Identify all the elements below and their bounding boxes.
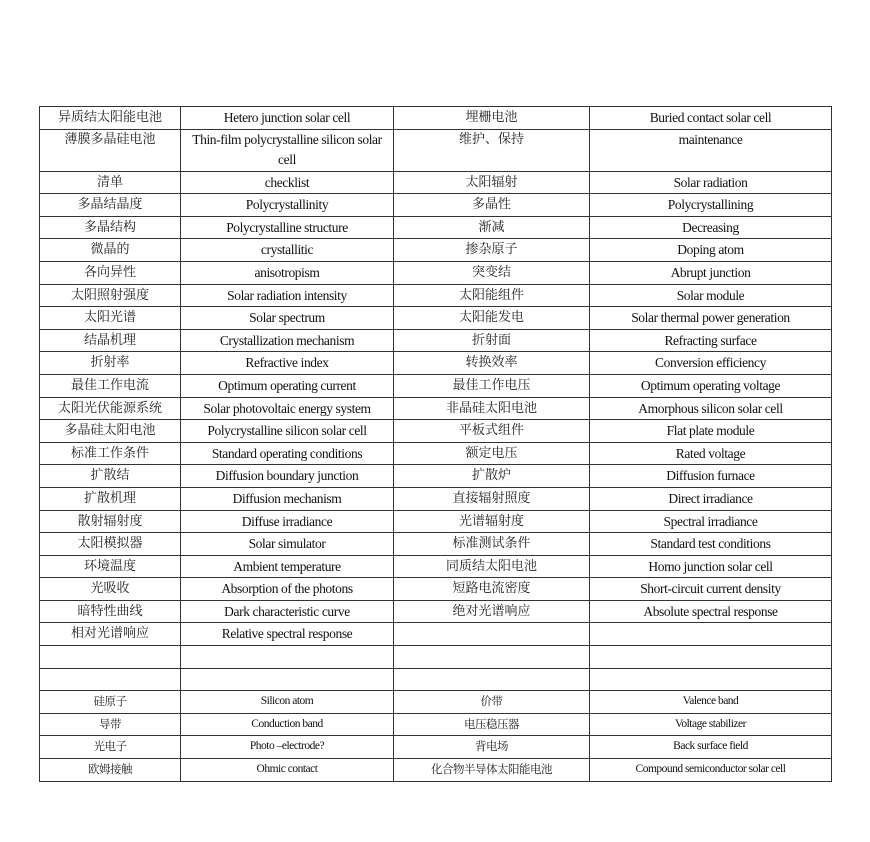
- chinese-term: 暗特性曲线: [40, 600, 181, 623]
- english-term: Voltage stabilizer: [590, 713, 832, 736]
- english-term: checklist: [181, 171, 394, 194]
- english-term: maintenance: [590, 129, 832, 171]
- glossary-table: [39, 106, 832, 782]
- table-row: [40, 374, 832, 397]
- english-term: Diffuse irradiance: [181, 510, 394, 533]
- chinese-term: 直接辐射照度: [394, 487, 590, 510]
- english-term: [181, 668, 394, 691]
- table-row: [40, 107, 832, 130]
- english-term: Solar spectrum: [181, 307, 394, 330]
- table-row: [40, 129, 832, 171]
- english-term: Solar thermal power generation: [590, 307, 832, 330]
- english-term: [590, 623, 832, 646]
- english-term: Refracting surface: [590, 329, 832, 352]
- table-row: [40, 533, 832, 556]
- english-term: Compound semiconductor solar cell: [590, 759, 832, 782]
- english-term: Rated voltage: [590, 442, 832, 465]
- chinese-term: 背电场: [394, 736, 590, 759]
- english-term: Photo –electrode?: [181, 736, 394, 759]
- chinese-term: 各向异性: [40, 261, 181, 284]
- english-term: Solar radiation: [590, 171, 832, 194]
- chinese-term: [394, 623, 590, 646]
- english-term: Direct irradiance: [590, 487, 832, 510]
- chinese-term: 环境温度: [40, 555, 181, 578]
- chinese-term: 渐减: [394, 216, 590, 239]
- chinese-term: 硅原子: [40, 691, 181, 714]
- chinese-term: 太阳模拟器: [40, 533, 181, 556]
- chinese-term: 化合物半导体太阳能电池: [394, 759, 590, 782]
- english-term: Decreasing: [590, 216, 832, 239]
- chinese-term: 折射面: [394, 329, 590, 352]
- chinese-term: 多晶结晶度: [40, 194, 181, 217]
- table-row: [40, 668, 832, 691]
- chinese-term: 太阳光伏能源系统: [40, 397, 181, 420]
- chinese-term: 扩散炉: [394, 465, 590, 488]
- chinese-term: 异质结太阳能电池: [40, 107, 181, 130]
- chinese-term: 折射率: [40, 352, 181, 375]
- english-term: Relative spectral response: [181, 623, 394, 646]
- table-row: [40, 194, 832, 217]
- english-term: [590, 646, 832, 669]
- english-term: Ohmic contact: [181, 759, 394, 782]
- chinese-term: 相对光谱响应: [40, 623, 181, 646]
- english-term: Optimum operating voltage: [590, 374, 832, 397]
- english-term: Flat plate module: [590, 420, 832, 443]
- english-term: Hetero junction solar cell: [181, 107, 394, 130]
- english-term: [181, 646, 394, 669]
- chinese-term: 太阳照射强度: [40, 284, 181, 307]
- table-row: [40, 510, 832, 533]
- english-term: Solar photovoltaic energy system: [181, 397, 394, 420]
- english-term: Polycrystallining: [590, 194, 832, 217]
- chinese-term: 太阳能组件: [394, 284, 590, 307]
- chinese-term: 光电子: [40, 736, 181, 759]
- table-row: [40, 261, 832, 284]
- chinese-term: 薄膜多晶硅电池: [40, 129, 181, 171]
- english-term: crystallitic: [181, 239, 394, 262]
- table-row: [40, 759, 832, 782]
- english-term: Solar module: [590, 284, 832, 307]
- table-row: [40, 578, 832, 601]
- chinese-term: [40, 668, 181, 691]
- table-row: [40, 397, 832, 420]
- english-term: Diffusion furnace: [590, 465, 832, 488]
- chinese-term: [394, 668, 590, 691]
- english-term: Polycrystalline structure: [181, 216, 394, 239]
- table-row: [40, 307, 832, 330]
- chinese-term: 散射辐射度: [40, 510, 181, 533]
- chinese-term: 扩散机理: [40, 487, 181, 510]
- english-term: Solar radiation intensity: [181, 284, 394, 307]
- english-term: Absorption of the photons: [181, 578, 394, 601]
- english-term: [590, 668, 832, 691]
- english-term: Crystallization mechanism: [181, 329, 394, 352]
- english-term: Back surface field: [590, 736, 832, 759]
- chinese-term: 最佳工作电压: [394, 374, 590, 397]
- chinese-term: 价带: [394, 691, 590, 714]
- english-term: Diffusion boundary junction: [181, 465, 394, 488]
- english-term: Spectral irradiance: [590, 510, 832, 533]
- english-term: Abrupt junction: [590, 261, 832, 284]
- chinese-term: 扩散结: [40, 465, 181, 488]
- table-row: [40, 623, 832, 646]
- chinese-term: 多晶结构: [40, 216, 181, 239]
- chinese-term: 掺杂原子: [394, 239, 590, 262]
- chinese-term: 结晶机理: [40, 329, 181, 352]
- chinese-term: 转换效率: [394, 352, 590, 375]
- english-term: Conversion efficiency: [590, 352, 832, 375]
- table-row: [40, 420, 832, 443]
- table-row: [40, 465, 832, 488]
- chinese-term: 太阳光谱: [40, 307, 181, 330]
- chinese-term: 太阳能发电: [394, 307, 590, 330]
- table-row: [40, 171, 832, 194]
- english-term: Doping atom: [590, 239, 832, 262]
- chinese-term: 维护、保持: [394, 129, 590, 171]
- table-row: [40, 713, 832, 736]
- chinese-term: 多晶性: [394, 194, 590, 217]
- english-term: Conduction band: [181, 713, 394, 736]
- english-term: Thin-film polycrystalline silicon solar cell: [181, 129, 394, 171]
- english-term: Diffusion mechanism: [181, 487, 394, 510]
- english-term: Buried contact solar cell: [590, 107, 832, 130]
- english-term: Amorphous silicon solar cell: [590, 397, 832, 420]
- chinese-term: 欧姆接触: [40, 759, 181, 782]
- chinese-term: 非晶硅太阳电池: [394, 397, 590, 420]
- english-term: Polycrystallinity: [181, 194, 394, 217]
- english-term: Optimum operating current: [181, 374, 394, 397]
- english-term: Standard test conditions: [590, 533, 832, 556]
- table-row: [40, 736, 832, 759]
- chinese-term: 微晶的: [40, 239, 181, 262]
- chinese-term: 光吸收: [40, 578, 181, 601]
- chinese-term: 同质结太阳电池: [394, 555, 590, 578]
- chinese-term: 最佳工作电流: [40, 374, 181, 397]
- english-term: Refractive index: [181, 352, 394, 375]
- table-row: [40, 352, 832, 375]
- table-row: [40, 239, 832, 262]
- table-row: [40, 284, 832, 307]
- table-row: [40, 646, 832, 669]
- english-term: Ambient temperature: [181, 555, 394, 578]
- english-term: Silicon atom: [181, 691, 394, 714]
- chinese-term: 突变结: [394, 261, 590, 284]
- english-term: Homo junction solar cell: [590, 555, 832, 578]
- chinese-term: 平板式组件: [394, 420, 590, 443]
- chinese-term: [394, 646, 590, 669]
- chinese-term: 导带: [40, 713, 181, 736]
- table-row: [40, 487, 832, 510]
- english-term: Short-circuit current density: [590, 578, 832, 601]
- english-term: Dark characteristic curve: [181, 600, 394, 623]
- table-row: [40, 329, 832, 352]
- chinese-term: 标准测试条件: [394, 533, 590, 556]
- english-term: anisotropism: [181, 261, 394, 284]
- table-row: [40, 691, 832, 714]
- chinese-term: 太阳辐射: [394, 171, 590, 194]
- chinese-term: 电压稳压器: [394, 713, 590, 736]
- chinese-term: 光谱辐射度: [394, 510, 590, 533]
- chinese-term: 额定电压: [394, 442, 590, 465]
- english-term: Solar simulator: [181, 533, 394, 556]
- english-term: Absolute spectral response: [590, 600, 832, 623]
- glossary-body: [40, 107, 832, 782]
- table-row: [40, 555, 832, 578]
- chinese-term: 清单: [40, 171, 181, 194]
- english-term: Standard operating conditions: [181, 442, 394, 465]
- chinese-term: 短路电流密度: [394, 578, 590, 601]
- table-row: [40, 442, 832, 465]
- chinese-term: 埋栅电池: [394, 107, 590, 130]
- chinese-term: 标准工作条件: [40, 442, 181, 465]
- english-term: Valence band: [590, 691, 832, 714]
- table-row: [40, 600, 832, 623]
- english-term: Polycrystalline silicon solar cell: [181, 420, 394, 443]
- chinese-term: 多晶硅太阳电池: [40, 420, 181, 443]
- chinese-term: [40, 646, 181, 669]
- chinese-term: 绝对光谱响应: [394, 600, 590, 623]
- table-row: [40, 216, 832, 239]
